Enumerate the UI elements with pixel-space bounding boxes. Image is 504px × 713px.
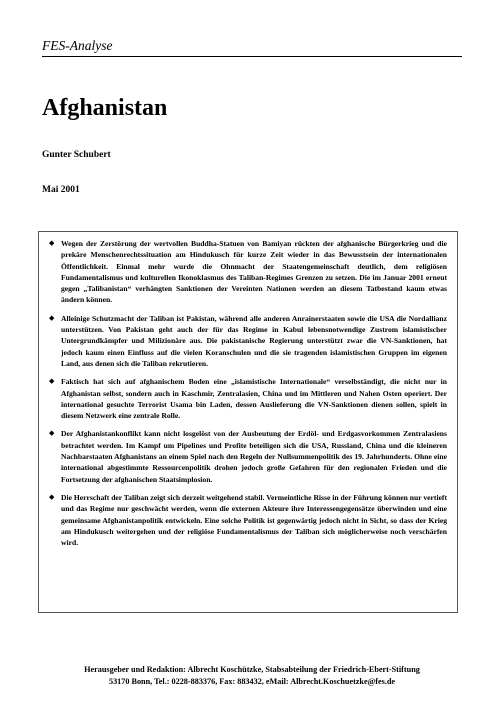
- summary-item: [49, 238, 447, 306]
- summary-item-text: Alleinige Schutzmacht der Taliban ist Pakistan, während alle anderen Anrainerstaaten sowie die USA die Nordallianz unterstützen. Von Pakistan geht auch der für das Regime in Kabul lebensnotwendige Zustrom islamistischer Untergrundkämpfer und Milizionäre aus. Die pakistanische Regierung unterstützt zwar die VN-Sanktionen, hat jedoch kaum einen Einfluss auf die vielen Koranschulen und die sie tragenden islamistischen Gruppen im eigenen Land, aus denen sich die Taliban rekrutieren.: [61, 313, 447, 368]
- summary-item: [49, 492, 447, 548]
- diamond-bullet-icon: ◆: [49, 377, 55, 386]
- header-rule: [42, 56, 462, 57]
- footer-editor-line: Herausgeber und Redaktion: Albrecht Koschützke, Stabsabteilung der Friedrich-Ebert-Stiftung: [84, 665, 420, 674]
- summary-box: [38, 231, 458, 613]
- summary-item: [49, 376, 447, 421]
- page-title: Afghanistan: [42, 95, 168, 121]
- summary-item: [49, 313, 447, 369]
- summary-item: [49, 428, 447, 484]
- author-name: Gunter Schubert: [42, 150, 111, 160]
- publication-date: Mai 2001: [42, 185, 80, 195]
- diamond-bullet-icon: ◆: [49, 239, 55, 247]
- footer-contact-line: 53170 Bonn, Tel.: 0228-883376, Fax: 883432, eMail: Albrecht.Koschuetzke@fes.de: [108, 676, 396, 686]
- diamond-bullet-icon: ◆: [49, 313, 55, 322]
- diamond-bullet-icon: ◆: [49, 492, 55, 501]
- summary-list: [39, 232, 457, 548]
- summary-item-text: Faktisch hat sich auf afghanischem Boden eine „islamistische Internationale“ verselbständigt, die nicht nur in Afghanistan selbst, sondern auch in Kaschmir, Zentralasien, China und im Mittleren und Nahen Osten operiert. Der international gesuchte Terrorist Usama bin Laden, dessen Auslieferung die VN-Sanktionen dienen sollen, spielt in diesem Netzwerk eine zentrale Rolle.: [61, 377, 447, 421]
- summary-item-text: Wegen der Zerstörung der wertvollen Buddha-Statuen von Bamiyan rückten der afghanische Bürgerkrieg und die prekäre Menschenrechtssituation am Hindukusch für kurze Zeit wieder in das Bewusstsein der internationalen Öffentlichkeit. Einmal mehr wurde die Ohnmacht der Staatengemeinschaft deutlich, dem religiösen Fundamentalismus und kulturellen Ikonoklasmus des Taliban-Regimes Grenzen zu setzen. Die im Januar 2001 erneut gegen „Talibanistan“ verhängten Sanktionen der Vereinten Nationen werden an diesem Tatbestand kaum etwas ändern können.: [61, 239, 447, 305]
- series-label: FES-Analyse: [42, 38, 113, 53]
- publisher-footer: [0, 664, 504, 687]
- diamond-bullet-icon: ◆: [49, 429, 55, 438]
- summary-item-text: Der Afghanistankonflikt kann nicht losgelöst von der Ausbeutung der Erdöl- und Erdgasvorkommen Zentralasiens betrachtet werden. Im Kampf um Pipelines und Profite beteiligen sich die USA, Russland, China und die kleineren Nachbarstaaten Afghanistans an einem Spiel nach den Regeln der Nullsummenpolitik des 19. Jahrhunderts. Ohne eine international abgestimmte Ressourcenpolitik drohen jedoch große Gefahren für den regionalen Frieden und die Fortsetzung der afghanischen Staatsimplosion.: [61, 429, 447, 484]
- summary-item-text: Die Herrschaft der Taliban zeigt sich derzeit weitgehend stabil. Vermeintliche Risse in der Führung können nur vertieft und das Regime nur geschwächt werden, wenn die externen Akteure ihre Interessengegensätze überwinden und eine gemeinsame Afghanistanpolitik entwickeln. Eine solche Politik ist gegenwärtig jedoch nicht in Sicht, so dass der Krieg am Hindukusch weitergehen und der religiöse Fundamentalismus der Taliban sich möglicherweise noch verschärfen wird.: [61, 492, 447, 548]
